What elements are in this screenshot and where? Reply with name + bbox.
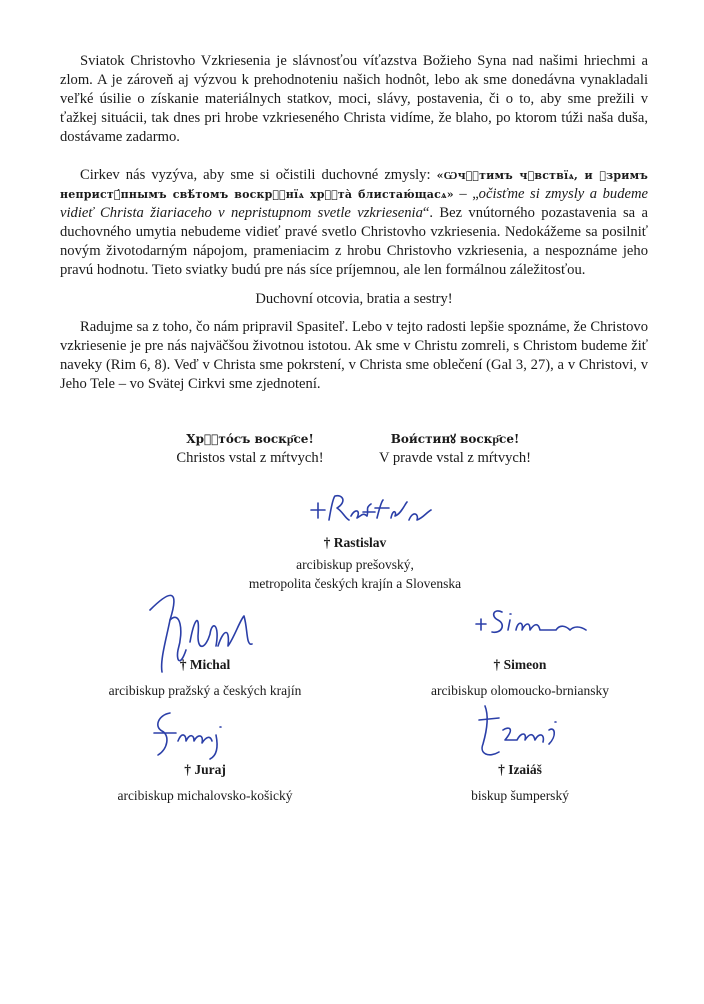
italic-translation: očisťme si zmysly a budeme vidieť Christa žiariaceho v nepristupnom svetle vzkriesenia xyxy=(60,186,648,221)
slavonic-quote: «Ѡчⷭ҇тимъ чꙋвствїѧ, и ꙋзримъ непристꙋ́пнымъ свѣ́томъ воскрⷭ҇нїѧ хрⷭ҇та̀ блистаю́щасѧ» xyxy=(60,169,649,201)
signatory-title: arcibiskup pražský a českých krajín xyxy=(108,683,302,698)
greeting-right xyxy=(340,430,570,468)
paragraph-2-rest: “. Bez vnútorného pozastavenia sa a duchovného umytia nebudeme vidieť pravé svetlo Christovho vzkriesenia. Nedokážeme sa posilniť novým životodarným nápojom, prameniacim z hrobu Christovho vzkriesenia, a nespoznáme jeho pravú hodnotu. Tieto sviatky budú pre nás síce príjemnou, ale len formálnou záležitosťou. xyxy=(60,205,648,278)
signatory-title: arcibiskup olomoucko-brniansky xyxy=(430,683,610,698)
paragraph-2-intro: Cirkev nás vyzýva, aby sme si očistili duchovné zmysly: xyxy=(80,167,437,183)
signatory-name: † Izaiáš xyxy=(498,762,542,777)
signature-block-simeon xyxy=(400,655,640,700)
signatory-title: biskup šumperský xyxy=(471,788,569,803)
paragraph-1 xyxy=(60,52,648,147)
greeting-left xyxy=(140,430,360,468)
simeon-signature-icon xyxy=(470,600,600,645)
greeting-left-slavonic: Хрⷭ҇то́съ воскр҃се! xyxy=(186,432,314,446)
salutation: Duchovní otcovia, bratia a sestry! xyxy=(255,291,453,307)
izaias-signature-icon xyxy=(465,700,575,765)
paragraph-2 xyxy=(60,166,648,280)
rastislav-signature-icon xyxy=(305,490,435,530)
signatory-title: metropolita českých krajín a Slovenska xyxy=(248,576,462,591)
paragraph-3 xyxy=(60,318,648,394)
juraj-signature-icon xyxy=(140,705,240,765)
signature-block-michal xyxy=(80,655,330,700)
greeting-right-text: V pravde vstal z mŕtvych! xyxy=(378,450,532,466)
greeting-left-text: Christos vstal z mŕtvych! xyxy=(176,450,324,466)
signatory-name: † Rastislav xyxy=(323,535,387,550)
paragraph-1-text: Sviatok Christovho Vzkriesenia je slávnosťou víťazstva Božieho Syna nad našimi hriechmi a zlom. A je zároveň aj výzvou k prehodnoteniu našich hodnôt, lebo ak sme donedávna vynakladali veľké úsilie o získanie materiálnych statkov, moci, slávy, postavenia, či o to, aby sme prežili v ťažkej situácii, tak dnes pri hrobe vzkrieseného Christa vidíme, že blaho, po ktorom túži naša duša, dostávame zadarmo. xyxy=(60,53,648,145)
paragraph-3-text: Radujme sa z toho, čo nám pripravil Spasiteľ. Lebo v tejto radosti lepšie spoznáme, že Christovo vzkriesenie je pre nás najväčšou životnou istotou. Ak sme v Christu zomreli, s Christom budeme žiť naveky (Rim 6, 8). Veď v Christa sme pokrstení, v Christa sme oblečení (Gal 3, 27), a v Christovi, v Jeho Tele – vo Svätej Cirkvi sme zjednotení. xyxy=(60,319,648,392)
signatory-title: arcibiskup michalovsko-košický xyxy=(117,788,293,803)
signatory-title: arcibiskup prešovský, xyxy=(296,557,414,572)
signature-block-izaias xyxy=(400,760,640,805)
signatory-name: † Juraj xyxy=(184,762,226,777)
signatory-name: † Michal xyxy=(179,657,231,672)
greeting-right-slavonic: Вои́стинꙋ воскр҃се! xyxy=(390,432,520,446)
signature-block-juraj xyxy=(80,760,330,805)
signatory-name: † Simeon xyxy=(493,657,547,672)
quote-dash: – „ xyxy=(453,186,479,202)
